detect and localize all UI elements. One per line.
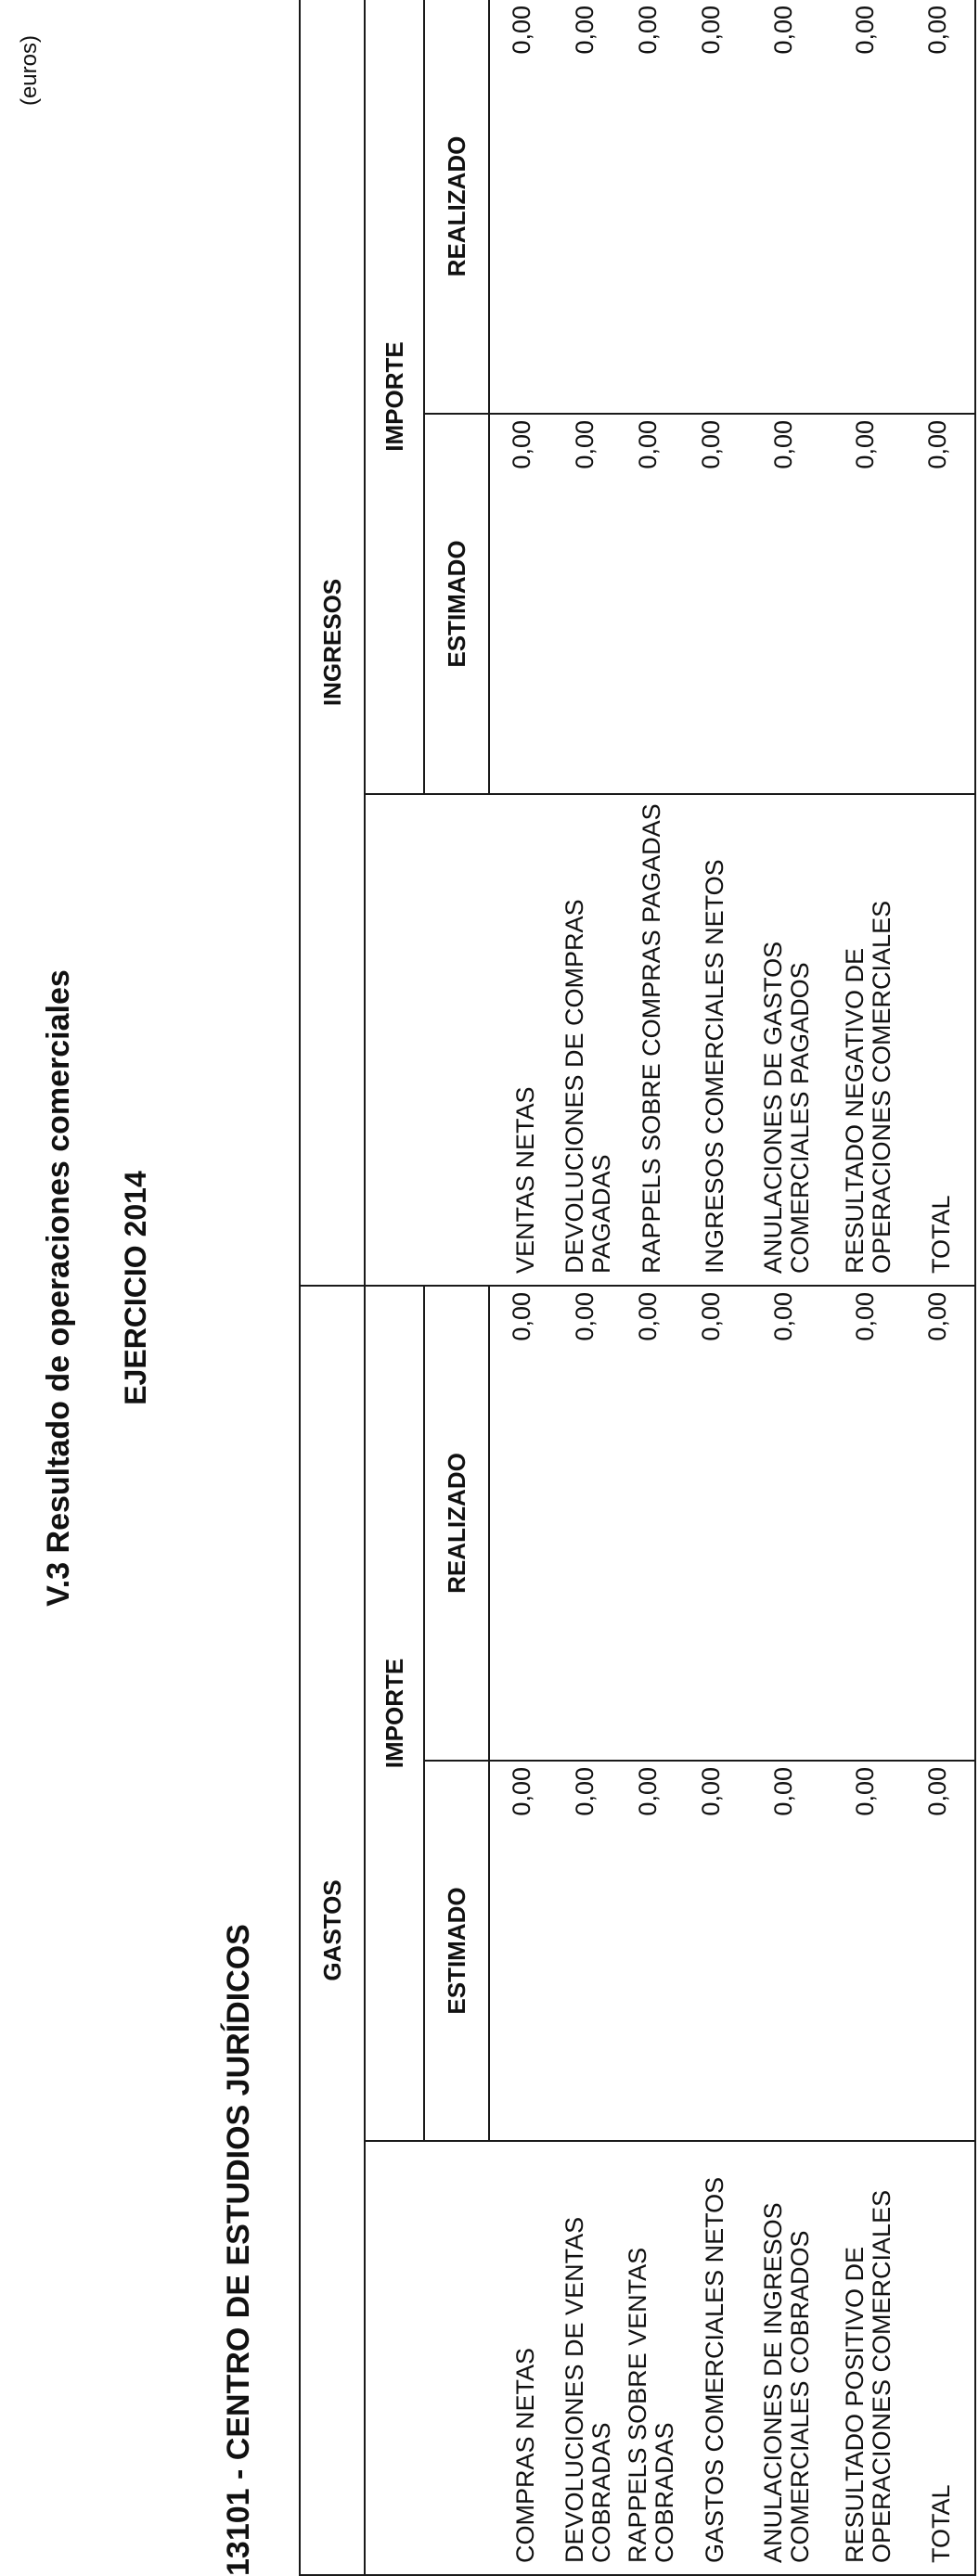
- gastos-row-realizado: 0,00: [768, 1292, 797, 1341]
- gastos-row-label: DEVOLUCIONES DE VENTAS COBRADAS: [560, 2216, 615, 2563]
- gastos-realizado-header: REALIZADO: [424, 1286, 489, 1761]
- center-name: 13101 - CENTRO DE ESTUDIOS JURÍDICOS: [221, 1924, 256, 2576]
- ingresos-row-estimado: 0,00: [850, 420, 879, 469]
- ingresos-row-realizado: 0,00: [768, 5, 797, 55]
- gastos-row-realizado: 0,00: [570, 1292, 599, 1341]
- gastos-row-label: RAPPELS SOBRE VENTAS COBRADAS: [624, 2247, 678, 2563]
- operations-table: [299, 0, 976, 2576]
- gastos-row-label: COMPRAS NETAS: [510, 2347, 539, 2563]
- gastos-row-label: GASTOS COMERCIALES NETOS: [700, 2176, 728, 2563]
- gastos-estimado-column: [489, 1761, 975, 2141]
- ingresos-row-estimado: 0,00: [922, 420, 951, 469]
- gastos-row-estimado: 0,00: [850, 1767, 879, 1816]
- ingresos-row-realizado: 0,00: [696, 5, 725, 55]
- ingresos-row-estimado: 0,00: [507, 420, 535, 469]
- gastos-row-estimado: 0,00: [507, 1767, 535, 1816]
- ingresos-row-label: INGRESOS COMERCIALES NETOS: [700, 859, 728, 1274]
- gastos-row-realizado: 0,00: [633, 1292, 662, 1341]
- gastos-row-realizado: 0,00: [696, 1292, 725, 1341]
- ingresos-row-realizado: 0,00: [570, 5, 599, 55]
- ingresos-estimado-column: [489, 414, 975, 794]
- ingresos-row-realizado: 0,00: [850, 5, 879, 55]
- gastos-row-label: RESULTADO POSITIVO DE OPERACIONES COMERCIALES: [841, 2189, 895, 2563]
- ingresos-realizado-column: [489, 0, 975, 414]
- ingresos-row-estimado: 0,00: [696, 420, 725, 469]
- ingresos-row-realizado: 0,00: [922, 5, 951, 55]
- ingresos-row-label: ANULACIONES DE GASTOS COMERCIALES PAGADOS: [759, 941, 814, 1274]
- ingresos-estimado-header: ESTIMADO: [424, 414, 489, 794]
- ingresos-row-label: TOTAL: [926, 1195, 955, 1274]
- report-title: V.3 Resultado de operaciones comerciales: [41, 969, 76, 1607]
- gastos-row-realizado: 0,00: [922, 1292, 951, 1341]
- gastos-header: GASTOS: [300, 1286, 365, 2575]
- ingresos-importe-header: IMPORTE: [365, 0, 424, 794]
- gastos-row-realizado: 0,00: [850, 1292, 879, 1341]
- gastos-row-label: ANULACIONES DE INGRESOS COMERCIALES COBRADOS: [759, 2202, 814, 2563]
- gastos-row-realizado: 0,00: [507, 1292, 535, 1341]
- gastos-importe-header: IMPORTE: [365, 1286, 424, 2141]
- currency-unit: (euros): [17, 35, 42, 107]
- ingresos-row-label: RESULTADO NEGATIVO DE OPERACIONES COMERCIALES: [841, 900, 895, 1274]
- gastos-row-estimado: 0,00: [696, 1767, 725, 1816]
- gastos-row-estimado: 0,00: [922, 1767, 951, 1816]
- ingresos-header: INGRESOS: [300, 0, 365, 1286]
- ingresos-realizado-header: REALIZADO: [424, 0, 489, 414]
- gastos-row-estimado: 0,00: [768, 1767, 797, 1816]
- ingresos-row-realizado: 0,00: [633, 5, 662, 55]
- ingresos-labels: [365, 794, 975, 1286]
- fiscal-year: EJERCICIO 2014: [119, 1171, 152, 1405]
- gastos-row-estimado: 0,00: [633, 1767, 662, 1816]
- ingresos-row-estimado: 0,00: [570, 420, 599, 469]
- gastos-row-label: TOTAL: [926, 2484, 955, 2563]
- ingresos-row-label: RAPPELS SOBRE COMPRAS PAGADAS: [637, 803, 665, 1274]
- gastos-labels: [365, 2141, 975, 2575]
- ingresos-row-estimado: 0,00: [633, 420, 662, 469]
- gastos-realizado-column: [489, 1286, 975, 1761]
- ingresos-row-estimado: 0,00: [768, 420, 797, 469]
- ingresos-row-realizado: 0,00: [507, 5, 535, 55]
- gastos-row-estimado: 0,00: [570, 1767, 599, 1816]
- ingresos-row-label: DEVOLUCIONES DE COMPRAS PAGADAS: [560, 899, 615, 1274]
- ingresos-row-label: VENTAS NETAS: [510, 1086, 539, 1274]
- gastos-estimado-header: ESTIMADO: [424, 1761, 489, 2141]
